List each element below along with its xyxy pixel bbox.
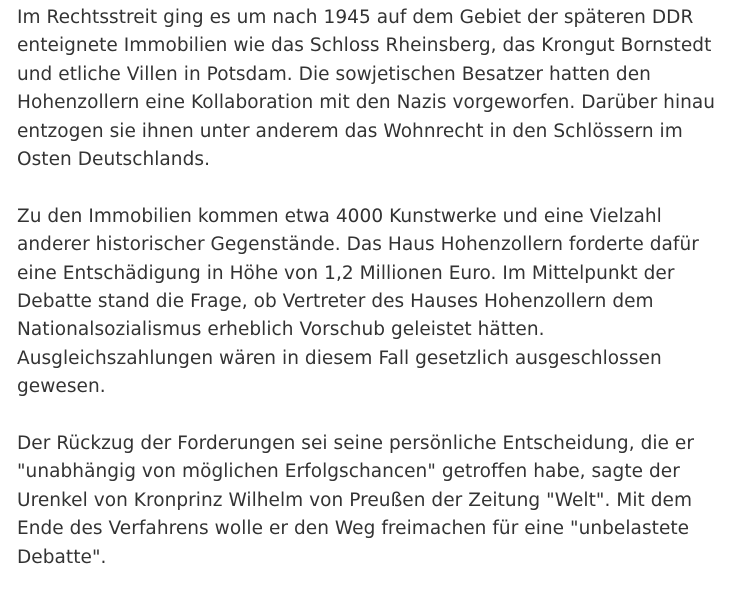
text-line: Urenkel von Kronprinz Wilhelm von Preußen der Zeitung "Welt". Mit dem xyxy=(17,489,693,511)
article-paragraph-2 xyxy=(17,203,742,402)
text-line: Debatte stand die Frage, ob Vertreter des Hauses Hohenzollern dem xyxy=(17,291,654,313)
text-line: anderer historischer Gegenstände. Das Haus Hohenzollern forderte dafür xyxy=(17,234,699,256)
text-line: Debatte". xyxy=(17,546,107,568)
text-line: Nationalsozialismus erheblich Vorschub geleistet hätten. xyxy=(17,319,545,341)
article-body xyxy=(17,4,742,600)
text-line: Im Rechtsstreit ging es um nach 1945 auf dem Gebiet der späteren DDR xyxy=(17,7,694,28)
text-line: "unabhängig von möglichen Erfolgschancen" getroffen habe, sagte der xyxy=(17,461,680,483)
text-line: eine Entschädigung in Höhe von 1,2 Millionen Euro. Im Mittelpunkt der xyxy=(17,262,675,284)
text-line: Ausgleichszahlungen wären in diesem Fall gesetzlich ausgeschlossen xyxy=(17,347,662,369)
text-line: und etliche Villen in Potsdam. Die sowjetischen Besatzer hatten den xyxy=(17,63,651,85)
text-line: Hohenzollern eine Kollaboration mit den Nazis vorgeworfen. Darüber hinau xyxy=(17,92,716,114)
text-line: Osten Deutschlands. xyxy=(17,149,210,171)
text-line: entzogen sie ihnen unter anderem das Wohnrecht in den Schlössern im xyxy=(17,120,683,142)
text-line: enteignete Immobilien wie das Schloss Rheinsberg, das Krongut Bornstedt xyxy=(17,35,712,57)
text-line: Zu den Immobilien kommen etwa 4000 Kunstwerke und eine Vielzahl xyxy=(17,205,662,227)
article-paragraph-1 xyxy=(17,4,742,174)
article-paragraph-3 xyxy=(17,430,742,572)
text-line: Der Rückzug der Forderungen sei seine persönliche Entscheidung, die er xyxy=(17,433,695,455)
text-line: gewesen. xyxy=(17,376,106,398)
text-line: Ende des Verfahrens wolle er den Weg freimachen für eine "unbelastete xyxy=(17,518,690,540)
